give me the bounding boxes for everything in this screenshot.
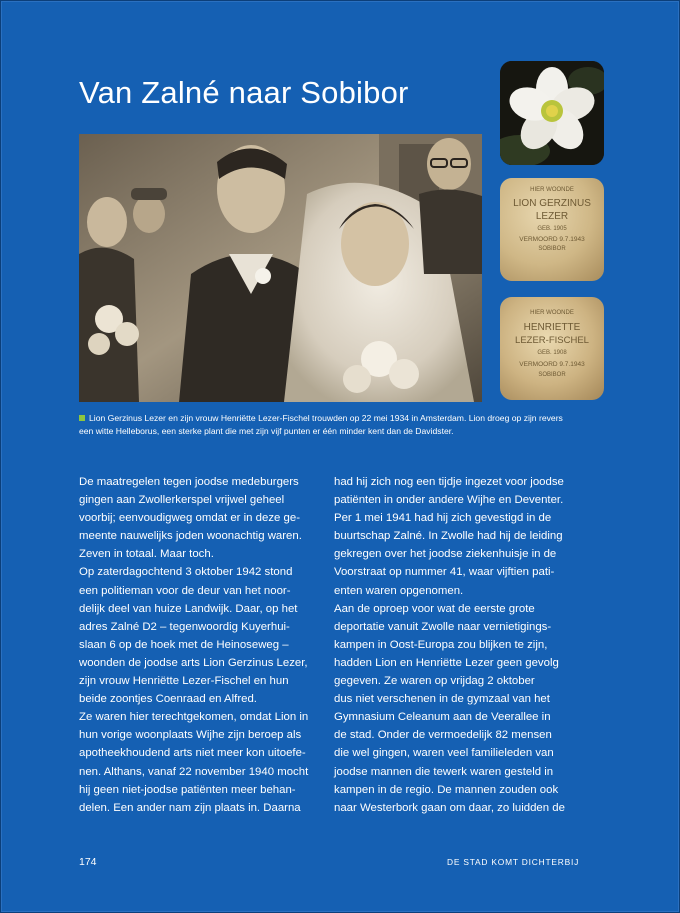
body-text-line: nen. Althans, vanaf 22 november 1940 mocht (79, 765, 309, 778)
body-text-line: meente nauwelijks joden woonachtig waren. (79, 530, 302, 543)
body-text-line: Per 1 mei 1941 had hij zich gevestigd in de (334, 512, 552, 525)
body-text-line: De maatregelen tegen joodse medeburgers (79, 476, 299, 488)
body-column-left (79, 473, 321, 817)
body-text-line: gegeven. Ze waren op vrijdag 2 oktober (334, 675, 535, 688)
wedding-photo-illustration (79, 134, 482, 402)
body-text-line: had hij zich nog een tijdje ingezet voor joodse (334, 476, 564, 488)
page-title: Van Zalné naar Sobibor (79, 75, 409, 110)
body-text-line: kampen in Oost-Europa zou blijken te zijn, (334, 638, 548, 651)
stone-text-line: HIER WOONDE (530, 187, 574, 193)
body-text-line: hadden Lion en Henriëtte Lezer geen gevolg (334, 656, 559, 669)
running-title: DE STAD KOMT DICHTERBIJ (447, 857, 580, 867)
caption-text: Lion Gerzinus Lezer en zijn vrouw Henriëtte Lezer-Fischel trouwden op 22 mei 1934 in Amsterdam. Lion droeg op zijn revers een witte Helleborus, een sterke plant die met zijn vijf punten er één minder kent dan de Davidster. (79, 413, 563, 436)
body-text-line: buurtschap Zalné. In Zwolle had hij de leiding (334, 530, 563, 543)
photo-caption (79, 412, 579, 438)
body-text-line: de stad. Onder de vermoedelijk 82 mensen (334, 729, 552, 742)
body-text-line: adres Zalné D2 – tegenwoordig Kuyerhui- (79, 620, 290, 633)
body-text-line: kampen in de regio. De mannen zouden ook (334, 783, 559, 796)
stolperstein-lion (500, 178, 604, 281)
body-text-line: Gymnasium Celeanum aan de Veerallee in (334, 711, 551, 724)
body-text-line: beide zoontjes Coenraad en Alfred. (79, 693, 257, 706)
body-text-line: delijk deel van huize Landwijk. Daar, op het (79, 602, 298, 615)
body-text-line: joodse mannen die tewerk waren gesteld in (334, 765, 554, 778)
stone-text-line: HENRIETTE (523, 322, 581, 333)
body-text-line: apotheekhoudend arts niet meer kon uitoefe- (79, 747, 306, 760)
stone-text-line: SOBIBOR (538, 246, 566, 252)
body-text-line: Voorstraat op nummer 41, waar vijftien pati- (334, 566, 555, 579)
wedding-photo (79, 134, 482, 402)
body-text-line: dus niet verschenen in de gymzaal van het (334, 693, 550, 706)
body-text-line: Op zaterdagochtend 3 oktober 1942 stond (79, 566, 293, 579)
body-text-line: patiënten in onder andere Wijhe en Deventer. (334, 494, 564, 507)
body-text-line: gingen aan Zwollerkerspel vrijwel geheel (79, 494, 285, 507)
body-text-line: hij geen niet-joodse patiënten meer behan- (79, 783, 296, 796)
helleborus-photo (500, 61, 604, 165)
body-text-line: Ze waren hier terechtgekomen, omdat Lion in (79, 711, 309, 724)
stone-text-line: HIER WOONDE (530, 310, 574, 316)
stone-text-line: LEZER (535, 211, 569, 222)
stone-text-line: SOBIBOR (538, 372, 566, 378)
stone-text-line: LEZER-FISCHEL (515, 335, 589, 346)
body-text-line: delen. Een ander nam zijn plaats in. Daarna (79, 801, 301, 814)
body-text-line: een politieman voor de deur van het noor- (79, 584, 291, 597)
stone-text-line: LION GERZINUS (513, 198, 591, 209)
stone-text-line: VERMOORD 9.7.1943 (519, 361, 585, 368)
stolperstein-henriette (500, 297, 604, 400)
flower-icon (500, 61, 604, 165)
body-text-line: voorbij; eenvoudigweg omdat er in deze ge- (79, 512, 300, 525)
body-text-line: hun vorige woonplaats Wijhe zijn beroep als (79, 729, 302, 742)
body-text-line: Aan de oproep voor wat de eerste grote (334, 602, 535, 615)
stone-text-line: GEB. 1905 (537, 226, 567, 232)
body-text-line: die wel gingen, waren veel familieleden van (334, 747, 554, 760)
body-text-line: naar Westerbork gaan om daar, zo luidden de (334, 801, 565, 814)
body-text-line: enten waren opgenomen. (334, 584, 464, 597)
caption-marker-icon (79, 415, 85, 421)
body-text-line: Zeven in totaal. Maar toch. (79, 548, 214, 561)
body-text-line: deportatie vanuit Zwolle naar vernietigings- (334, 620, 552, 633)
page-number: 174 (79, 856, 97, 868)
body-text-line: woonden de joodse arts Lion Gerzinus Lezer, (79, 656, 308, 669)
body-text-line: slaan 6 op de hoek met de Heinoseweg – (79, 638, 289, 651)
body-column-right (334, 473, 576, 817)
stone-text-line: VERMOORD 9.7.1943 (519, 236, 585, 243)
stone-text-line: GEB. 1908 (537, 350, 567, 356)
body-text-line: gekregen over het joodse ziekenhuisje in de (334, 548, 557, 561)
body-text-line: zijn vrouw Henriëtte Lezer-Fischel en hun (79, 675, 289, 688)
